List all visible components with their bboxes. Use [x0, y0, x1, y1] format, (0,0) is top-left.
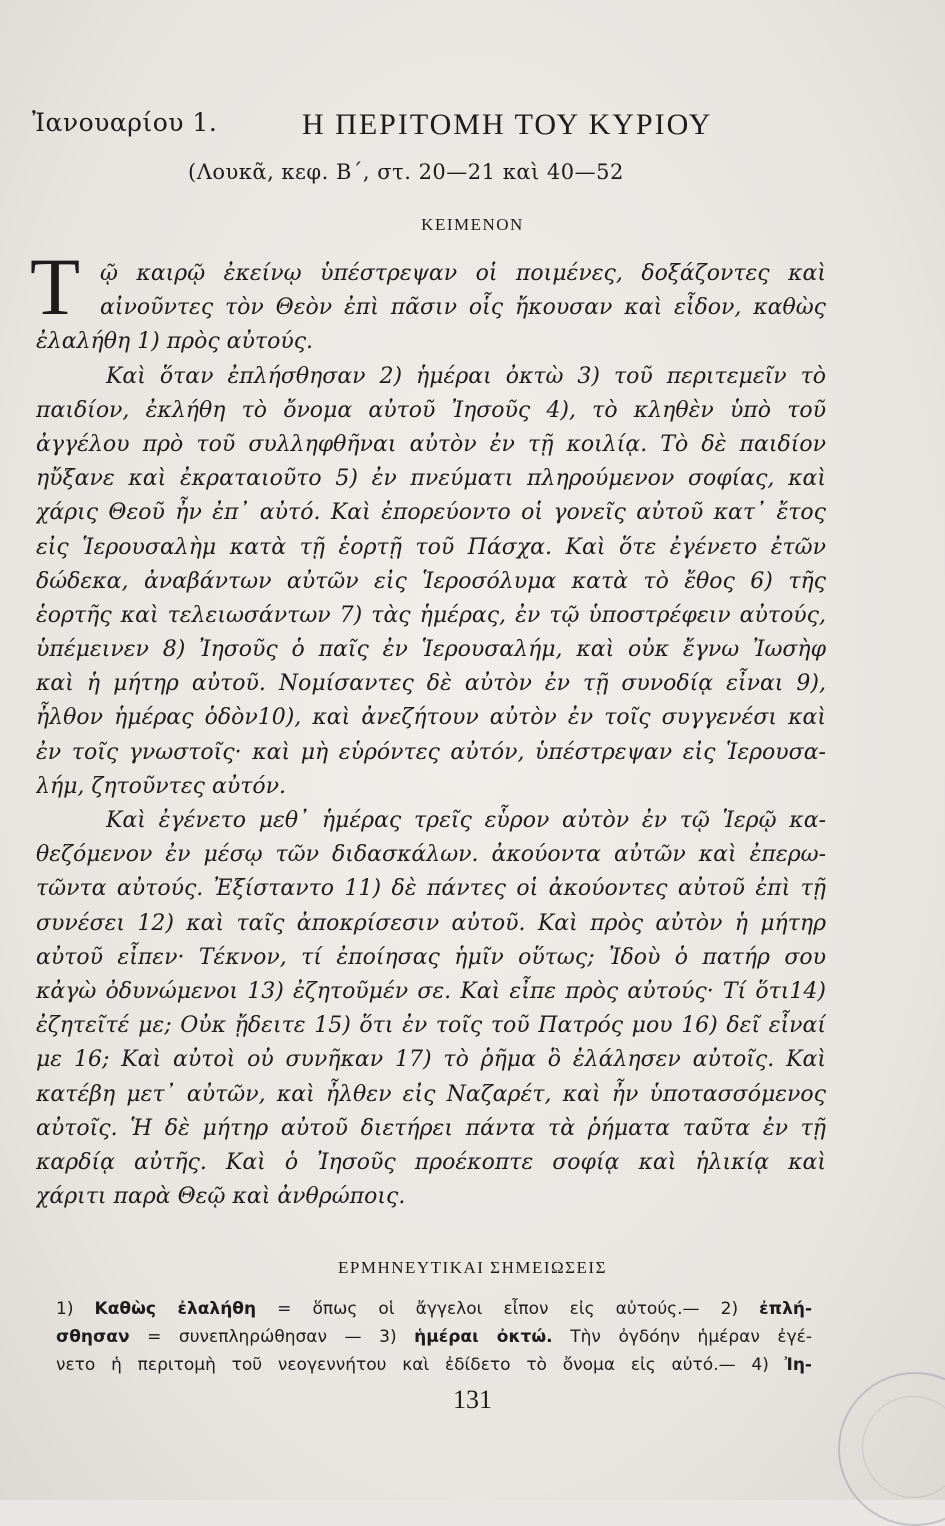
note-text: = ὅπως οἱ ἄγγελοι εἶπον εἰς αὐτούς.— 2): [256, 1299, 760, 1319]
text-line: κἀγὼ ὀδυνώμενοι 13) ἐζητοῦμέν σε. Καὶ εἶπε πρὸς αὐτούς· Τί ὅτι14): [36, 978, 826, 1004]
notes-heading: ΕΡΜΗΝΕΥΤΙΚΑΙ ΣΗΜΕΙΩΣΕΙΣ: [338, 1258, 607, 1277]
page-number: 131: [453, 1385, 492, 1414]
text-line: με 16; Καὶ αὐτοὶ οὐ συνῆκαν 17) τὸ ῥῆμα ὃ ἐλάλησεν αὐτοῖς. Καὶ: [36, 1047, 826, 1073]
explanatory-notes: [56, 1295, 812, 1379]
text-line: Καὶ ὅταν ἐπλήσθησαν 2) ἡμέραι ὀκτὼ 3) τοῦ περιτεμεῖν τὸ: [106, 363, 826, 389]
date-header: Ἰανουαρίου 1.: [32, 108, 218, 137]
text-line: αἰνοῦντες τὸν Θεὸν ἐπὶ πᾶσιν οἷς ἤκουσαν καὶ εἶδον, καθὼς: [100, 295, 826, 321]
note-text: Τὴν ὀγδόην ἡμέραν ἐγέ-: [552, 1327, 812, 1347]
text-line: ἦλθον ἡμέρας ὁδὸν10), καὶ ἀνεζήτουν αὐτὸν ἐν τοῖς συγγενέσι καὶ: [36, 705, 826, 731]
note-text: νετο ἡ περιτομὴ τοῦ νεογεννήτου καὶ ἐδίδετο τὸ ὄνομα εἰς αὐτό.— 4): [56, 1355, 785, 1375]
note-term: Ἰη-: [784, 1355, 812, 1375]
note-term: Καθὼς ἐλαλήθη: [94, 1299, 257, 1319]
note-number: 1): [56, 1299, 95, 1319]
text-line: ῷ καιρῷ ἐκείνῳ ὑπέστρεψαν οἱ ποιμένες, δοξάζοντες καὶ: [100, 261, 826, 286]
note-text: = συνεπληρώθησαν — 3): [129, 1327, 415, 1347]
text-line: χάριτι παρὰ Θεῷ καὶ ἀνθρώποις.: [36, 1184, 406, 1210]
note-line: [56, 1351, 812, 1379]
page-title: Η ΠΕΡΙΤΟΜΗ ΤΟΥ ΚΥΡΙΟΥ: [302, 108, 713, 141]
text-line: αὐτοῖς. Ἡ δὲ μήτηρ αὐτοῦ διετήρει πάντα τὰ ῥήματα ταῦτα ἐν τῇ: [36, 1115, 826, 1141]
note-term: σθησαν: [56, 1327, 130, 1347]
text-line: χάρις Θεοῦ ἦν ἐπ᾿ αὐτό. Καὶ ἐπορεύοντο οἱ γονεῖς αὐτοῦ κατ᾿ ἔτος: [36, 500, 826, 526]
note-line: [56, 1295, 812, 1323]
text-line: εἰς Ἱερουσαλὴμ κατὰ τῇ ἑορτῇ τοῦ Πάσχα. Καὶ ὅτε ἐγένετο ἐτῶν: [36, 534, 826, 560]
text-line: ἑορτῆς καὶ τελειωσάντων 7) τὰς ἡμέρας, ἐν τῷ ὑποστρέφειν αὐτούς,: [36, 602, 826, 628]
text-line: καὶ ἡ μήτηρ αὐτοῦ. Νομίσαντες δὲ αὐτὸν ἐν τῇ συνοδίᾳ εἶναι 9),: [36, 671, 826, 697]
text-line: Καὶ ἐγένετο μεθ᾿ ἡμέρας τρεῖς εὗρον αὐτὸν ἐν τῷ Ἱερῷ κα-: [106, 808, 826, 833]
text-line: δώδεκα, ἀναβάντων αὐτῶν εἰς Ἱεροσόλυμα κατὰ τὸ ἔθος 6) τῆς: [36, 568, 826, 594]
text-line: τῶντα αὐτούς. Ἐξίσταντο 11) δὲ πάντες οἱ ἀκούοντες αὐτοῦ ἐπὶ τῇ: [36, 876, 826, 902]
text-line: αὐτοῦ εἶπεν· Τέκνον, τί ἐποίησας ἡμῖν οὕτως; Ἰδοὺ ὁ πατήρ σου: [36, 944, 826, 970]
text-line: ἐζητεῖτέ με; Οὐκ ᾔδειτε 15) ὅτι ἐν τοῖς τοῦ Πατρός μου 16) δεῖ εἶναί: [36, 1013, 826, 1039]
text-line: ἀγγέλου πρὸ τοῦ συλληφθῆναι αὐτὸν ἐν τῇ κοιλίᾳ. Τὸ δὲ παιδίον: [36, 431, 826, 457]
note-line: [56, 1323, 812, 1351]
text-line: ἐλαλήθη 1) πρὸς αὐτούς.: [36, 329, 314, 355]
note-term: ἡμέραι ὀκτώ.: [414, 1327, 553, 1347]
scripture-reference: (Λουκᾶ, κεφ. Β΄, στ. 20—21 καὶ 40—52: [188, 160, 624, 184]
text-line: παιδίον, ἐκλήθη τὸ ὄνομα αὐτοῦ Ἰησοῦς 4), τὸ κληθὲν ὑπὸ τοῦ: [36, 397, 826, 423]
note-term: ἐπλή-: [759, 1299, 812, 1319]
drop-cap: Τ: [30, 241, 81, 332]
text-line: ηὔξανε καὶ ἐκραταιοῦτο 5) ἐν πνεύματι πληρούμενον σοφίας, καὶ: [36, 466, 826, 492]
text-line: ὑπέμεινεν 8) Ἰησοῦς ὁ παῖς ἐν Ἱερουσαλήμ, καὶ οὐκ ἔγνω Ἰωσὴφ: [36, 637, 826, 663]
text-heading: ΚΕΙΜΕΝΟΝ: [421, 215, 524, 234]
text-line: συνέσει 12) καὶ ταῖς ἀποκρίσεσιν αὐτοῦ. Καὶ πρὸς αὐτὸν ἡ μήτηρ: [36, 910, 826, 936]
text-line: θεζόμενον ἐν μέσῳ τῶν διδασκάλων. ἀκούοντα αὐτῶν καὶ ἐπερω-: [36, 842, 826, 868]
text-line: ἐν τοῖς γνωστοῖς· καὶ μὴ εὑρόντες αὐτόν, ὑπέστρεψαν εἰς Ἱερουσα-: [36, 739, 826, 765]
text-line: λήμ, ζητοῦντες αὐτόν.: [36, 773, 286, 799]
main-text: [36, 257, 826, 1214]
text-line: κατέβη μετ᾿ αὐτῶν, καὶ ἦλθεν εἰς Ναζαρέτ, καὶ ἦν ὑποτασσόμενος: [36, 1081, 826, 1107]
text-line: καρδίᾳ αὐτῆς. Καὶ ὁ Ἰησοῦς προέκοπτε σοφίᾳ καὶ ἡλικίᾳ καὶ: [36, 1149, 826, 1175]
